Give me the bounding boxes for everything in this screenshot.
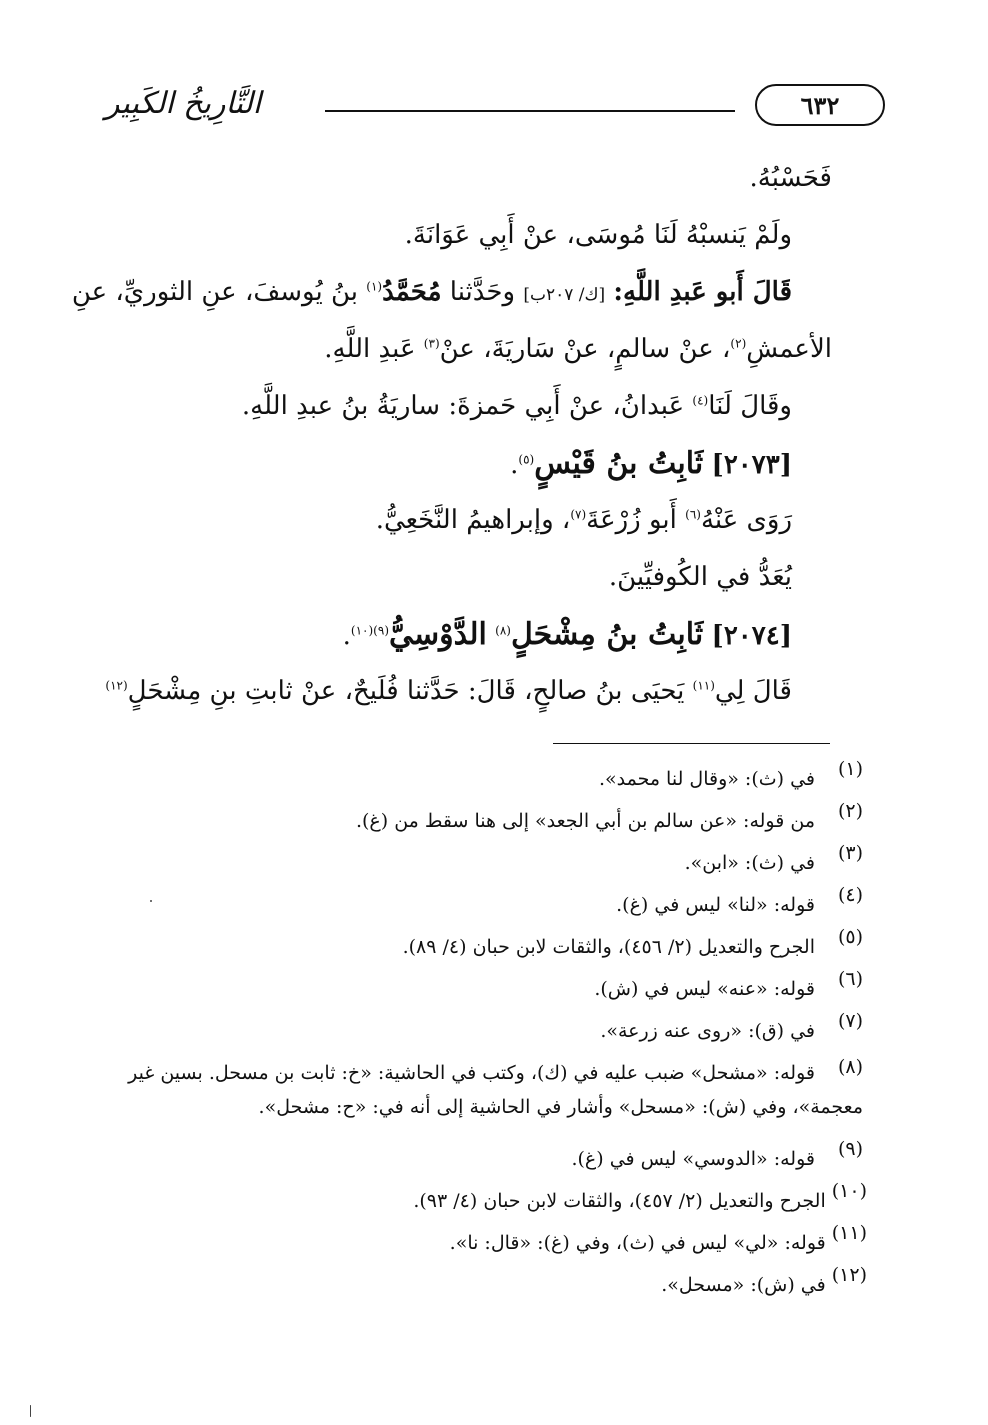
footnote-text: قوله: «لنا» ليس في (غ).: [616, 894, 815, 916]
footnote-text: في (ث): «ابن».: [684, 852, 815, 874]
footnote-text: في (ش): «مسحل».: [661, 1274, 826, 1296]
footnote-4: [115, 884, 867, 926]
footnote-text: قوله: «عنه» ليس في (ش).: [594, 978, 815, 1000]
footnote-separator: [553, 743, 830, 744]
entry-heading-2073: [110, 435, 832, 492]
footnote-ref-6[interactable]: (٦): [685, 507, 701, 522]
footnote-text: الجرح والتعديل (٢/ ٤٥٧)، والثقات لابن حبان (٤/ ٩٣).: [413, 1190, 826, 1212]
line-3-speaker: قَالَ أَبو عَبدِ اللَّهِ:: [613, 277, 792, 307]
line-7-text-c: ، وإبراهيمُ النَّخَعِيُّ.: [375, 505, 571, 535]
footnote-ref-3[interactable]: (٣): [423, 336, 440, 351]
footnote-number: (٨): [837, 1056, 863, 1078]
footnote-number: (٦): [837, 968, 863, 990]
scan-speck: [150, 900, 152, 902]
line-4-text-a: الأعمشِ: [746, 334, 832, 364]
footnote-9: [115, 1138, 867, 1180]
footnote-1: [115, 758, 867, 800]
line-8-text: يُعَدُّ في الكُوفيِّينَ.: [608, 562, 792, 592]
footnote-number: (٤): [837, 884, 863, 906]
footnote-ref-4[interactable]: (٤): [692, 393, 709, 408]
footnotes: [115, 758, 867, 1306]
footnote-ref-9-10[interactable]: (٩)(١٠): [350, 623, 389, 638]
footnote-5: [115, 926, 867, 968]
entry-nisba-2074: الدَّوْسِيُّ: [389, 617, 487, 652]
line-3-text-a: وحَدَّثنا: [449, 277, 516, 307]
footnote-2: [115, 800, 867, 842]
line-2-text: ولَمْ يَنسبْهُ لَنَا مُوسَى، عنْ أَبِي عَوَانَةَ.: [404, 220, 792, 250]
footnote-number: (١٠): [831, 1180, 867, 1202]
line-4-text-c: عَبدِ اللَّهِ.: [324, 334, 416, 364]
page-number-badge: [755, 84, 885, 126]
scan-speck: [30, 1405, 31, 1417]
footnote-number: (٥): [837, 926, 863, 948]
entry-name-2074: ثَابِتُ بنُ مِشْحَلٍ: [510, 617, 704, 652]
footnote-10: [115, 1180, 867, 1222]
header-rule: [325, 110, 735, 112]
footnote-3: [115, 842, 867, 884]
footnote-ref-2[interactable]: (٢): [730, 336, 747, 351]
footnote-7: [115, 1010, 867, 1052]
entry-2073-period: .: [510, 450, 519, 480]
line-7-text-a: رَوَى عَنْهُ: [700, 505, 792, 535]
text-line-4: [110, 321, 832, 378]
entry-number-2074: [٢٠٧٤]: [711, 621, 792, 651]
text-line-8: [110, 549, 832, 606]
footnote-number: (١١): [831, 1222, 867, 1244]
footnote-text: قوله: «الدوسي» ليس في (غ).: [571, 1148, 815, 1170]
line-10-text-a: قَالَ لِي: [714, 676, 792, 706]
book-title: التَّارِيخُ الكَبِير: [105, 86, 262, 121]
footnote-ref-7[interactable]: (٧): [570, 507, 587, 522]
line-5-text-a: وقَالَ لَنَا: [708, 391, 792, 421]
footnote-ref-8[interactable]: (٨): [495, 623, 511, 638]
footnote-number: (٣): [837, 842, 863, 864]
footnote-text: قوله: «مشحل» ضبب عليه في (ك)، وكتب في الحاشية: «خ: ثابت بن مسحل. بسين غير: [128, 1062, 815, 1084]
text-line-7: [110, 492, 832, 549]
text-line-10: [105, 663, 832, 720]
text-line-5: [110, 378, 832, 435]
page-number: ٦٣٢: [800, 90, 840, 120]
footnote-ref-12[interactable]: (١٢): [105, 678, 128, 693]
footnote-text: في (ق): «روى عنه زرعة».: [600, 1020, 815, 1042]
footnote-text: من قوله: «عن سالم بن أبي الجعد» إلى هنا سقط من (غ).: [355, 810, 815, 832]
footnote-ref-5[interactable]: (٥): [518, 452, 535, 467]
footnote-number: (١): [837, 758, 863, 780]
line-7-text-b: أَبو زُرْعَةَ: [586, 505, 677, 535]
text-line-2: [110, 207, 832, 264]
line-4-text-b: ، عنْ سالمٍ، عنْ سَاريَةَ، عنْ: [439, 334, 731, 364]
footnote-number: (٧): [837, 1010, 863, 1032]
footnote-ref-1[interactable]: (١): [366, 279, 383, 294]
main-text: [71, 150, 832, 720]
line-3-text-b: بنُ يُوسفَ، عنِ الثوريِّ، عنِ: [71, 277, 359, 307]
text-line-3: [71, 264, 832, 321]
footnote-number: (١٢): [831, 1264, 867, 1286]
footnote-6: [115, 968, 867, 1010]
entry-2074-period: .: [342, 621, 351, 651]
footnote-12: [115, 1264, 867, 1306]
line-5-text-b: عَبدانُ، عنْ أَبِي حَمزةَ: ساريَةُ بنُ عبدِ اللَّهِ.: [241, 391, 685, 421]
page-header: [95, 80, 885, 140]
line-3-manuscript-ref: [ك/ ٢٠٧ب]: [523, 285, 606, 305]
footnote-text-block: [115, 1052, 863, 1124]
line-1-text: فَحَسْبُهُ.: [749, 163, 832, 193]
footnote-text: قوله: «لي» ليس في (ث)، وفي (غ): «قال: نا».: [449, 1232, 826, 1254]
footnote-number: (٢): [837, 800, 863, 822]
footnote-number: (٩): [837, 1138, 863, 1160]
entry-heading-2074: [110, 606, 832, 663]
line-3-name: مُحَمَّدُ: [382, 277, 442, 307]
footnote-text-continued: معجمة»، وفي (ش): «مسحل» وأشار في الحاشية إلى أنه في: «ح: مشحل».: [258, 1096, 863, 1118]
footnote-text: الجرح والتعديل (٢/ ٤٥٦)، والثقات لابن حبان (٤/ ٨٩).: [402, 936, 815, 958]
footnote-ref-11[interactable]: (١١): [692, 678, 715, 693]
line-10-text-b: يَحيَى بنُ صالحٍ، قَالَ: حَدَّثنا فُلَيحٌ، عنْ ثابتِ بنِ مِشْحَلٍ: [127, 676, 685, 706]
text-line-1: [110, 150, 832, 207]
footnote-text: في (ث): «وقال لنا محمد».: [598, 768, 815, 790]
footnote-11: [115, 1222, 867, 1264]
entry-name-2073: ثَابِتُ بنُ قَيْسٍ: [534, 446, 704, 481]
footnote-8: [115, 1052, 867, 1138]
entry-number-2073: [٢٠٧٣]: [711, 450, 792, 480]
